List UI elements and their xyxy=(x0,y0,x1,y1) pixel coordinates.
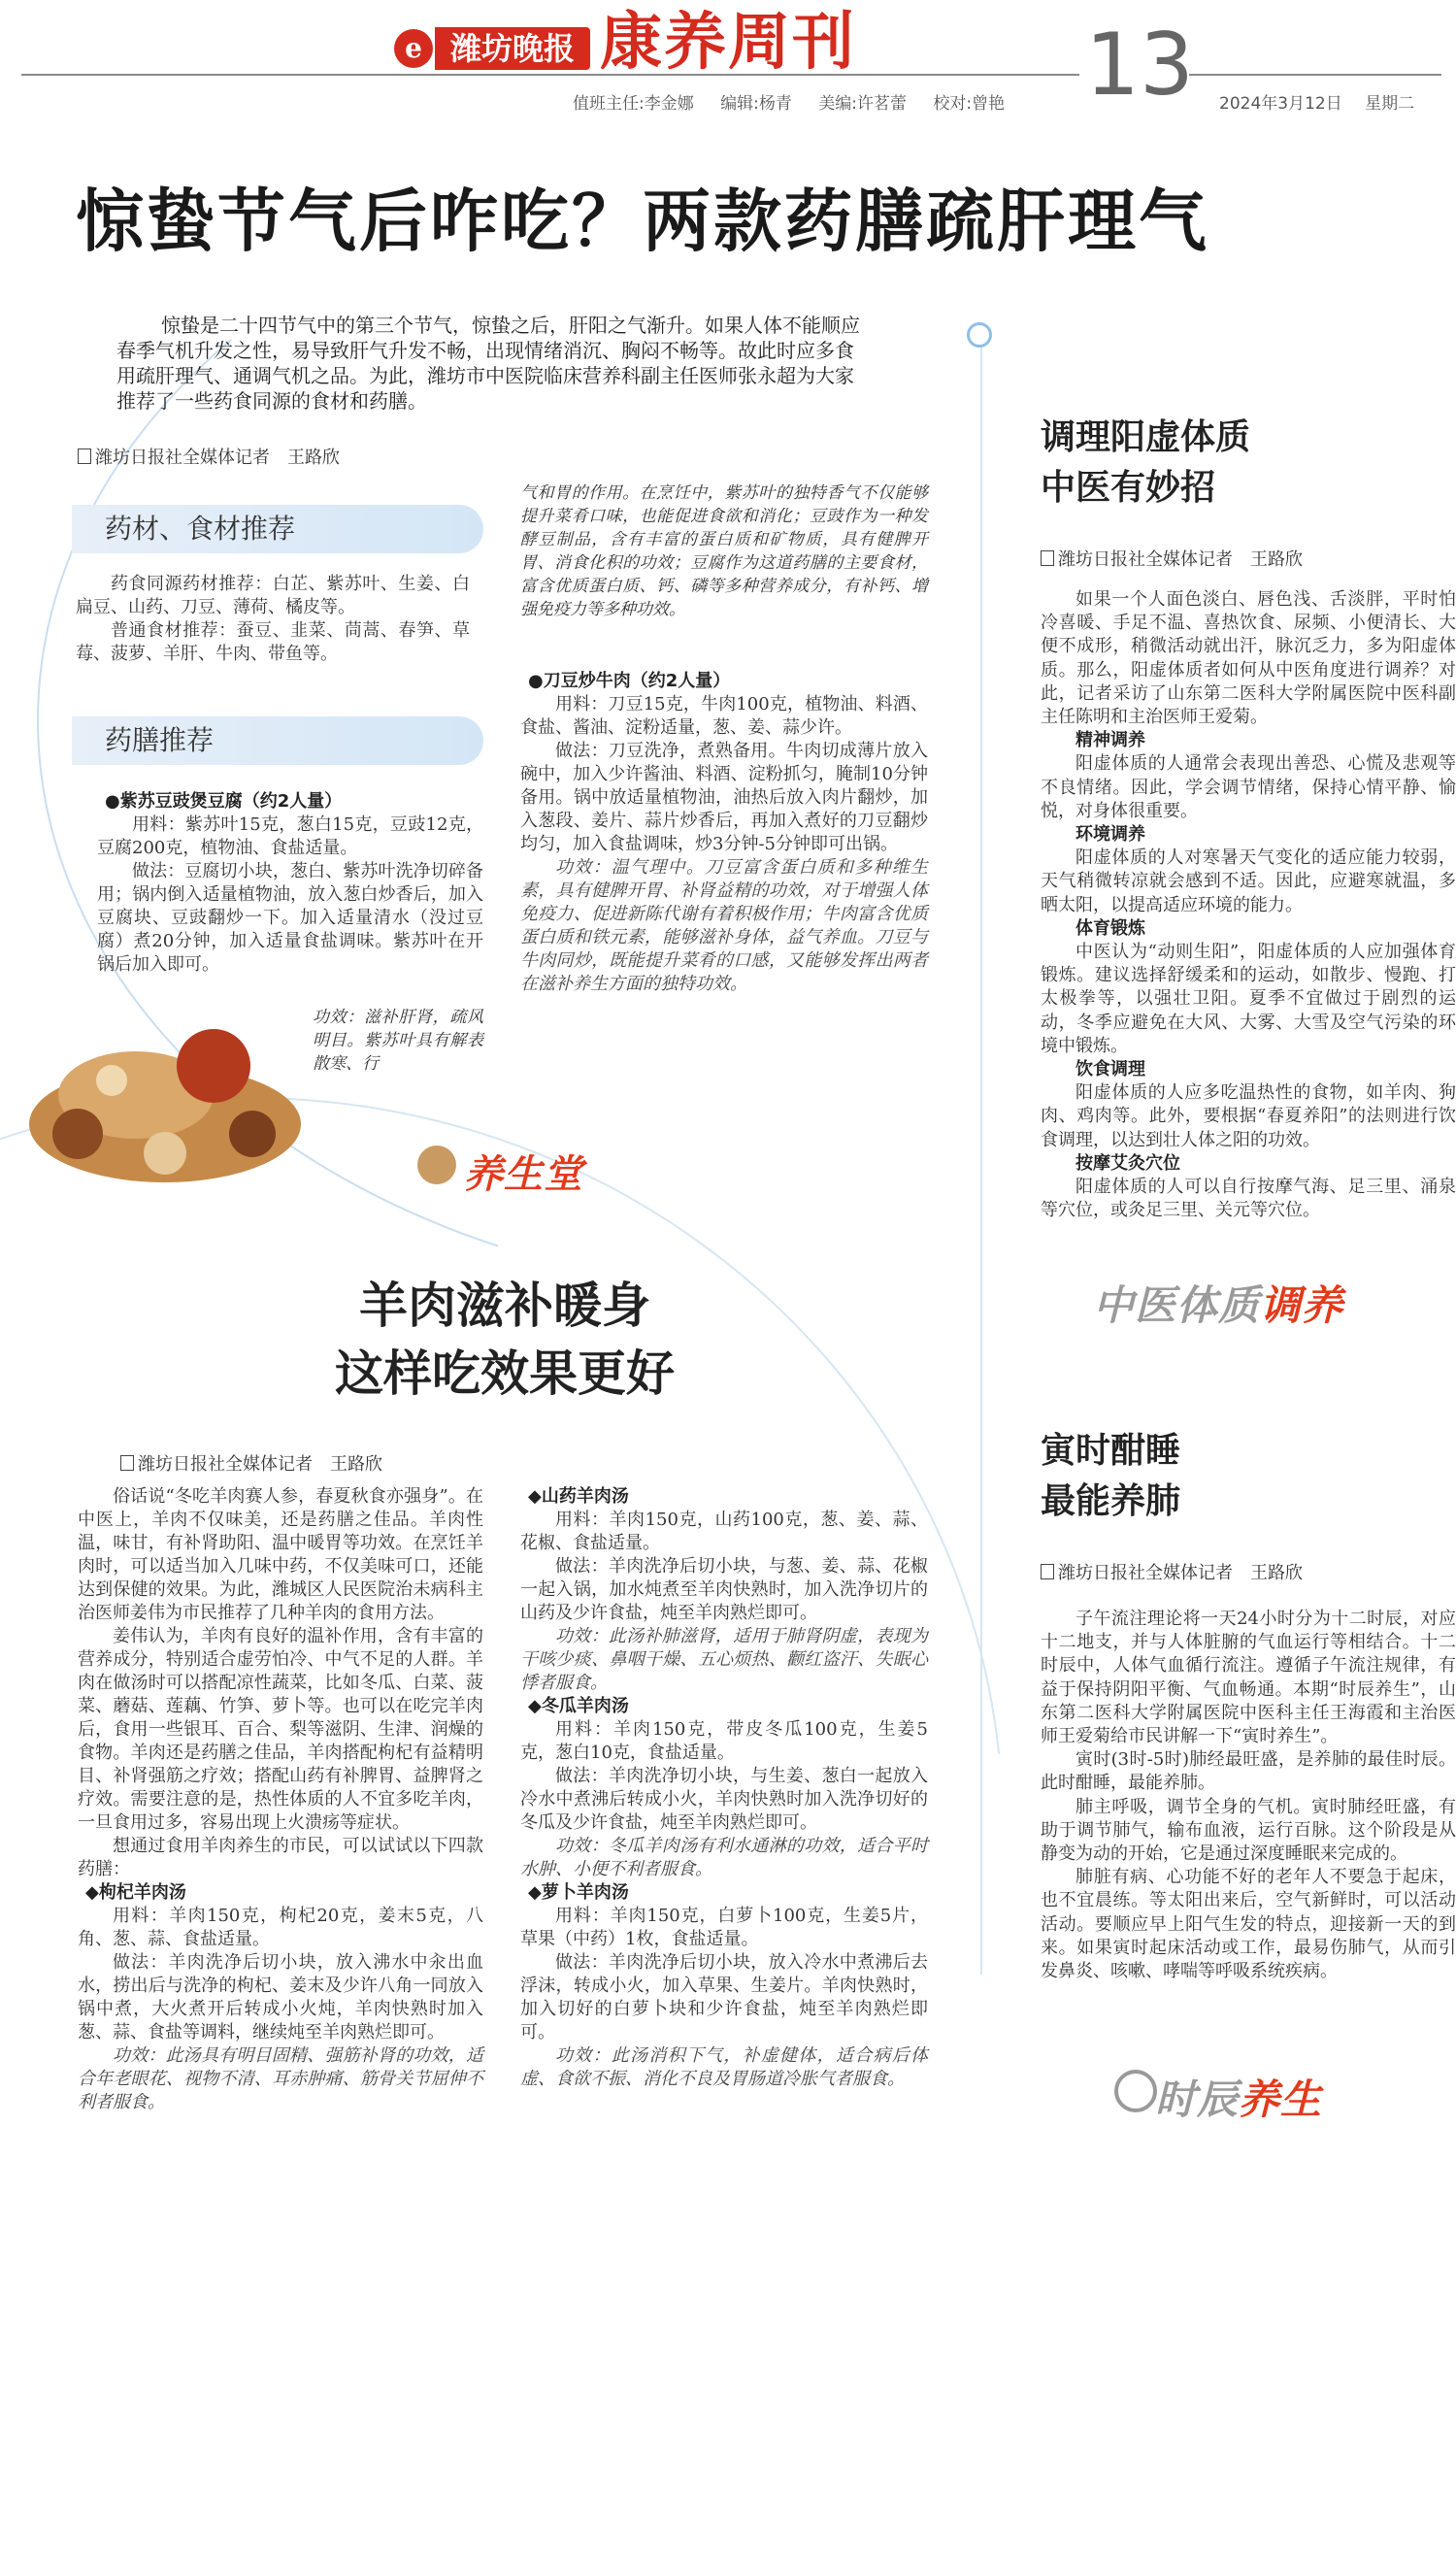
yang-text-4: 阳虚体质的人应多吃温热性的食物，如羊肉、狗肉、鸡肉等。此外，要根据“春夏养阳”的法则进行饮食调理，以达到壮人体之阳的功效。 xyxy=(1041,1082,1456,1150)
yangshengtang-banner: 养生堂 xyxy=(464,1152,583,1197)
tab-ingredients: 药材、食材推荐 xyxy=(72,505,483,553)
recipe-1-effect-b: 气和胃的作用。在烹饪中，紫苏叶的独特香气不仅能够提升菜肴口味，也能促进食欲和消化；豆豉作为一种发酵豆制品，含有丰富的蛋白质和矿物质，具有健脾开胃、消食化积的功效；豆腐作为这道药膳的主要食材，富含优质蛋白质、钙、磷等多种营养成分，有补钙、增强免疫力等多种功效。 xyxy=(520,483,928,619)
staff-designer: 美编:许茗蕾 xyxy=(818,94,908,114)
mutton-title-line-1: 羊肉滋补暖身 xyxy=(359,1277,650,1334)
mutton-para-2: 姜伟认为，羊肉有良好的温补作用，含有丰富的营养成分，特别适合虚劳怕冷、中气不足的人群。羊肉在做汤时可以搭配凉性蔬菜，比如冬瓜、白菜、菠菜、蘑菇、莲藕、竹笋、萝卜等。也可以在吃完羊肉后，食用一些银耳、百合、梨等滋阴、生津、润燥的食物。羊肉还是药膳之佳品，羊肉搭配枸杞有益精明目、补肾强筋之疗效；搭配山药有补脾胃、益脾肾之疗效。需要注意的是，热性体质的人不宜多吃羊肉，一旦食用过多，容易出现上火溃疡等症状。 xyxy=(78,1626,483,1833)
recipe-2-ingredients: 用料：刀豆15克，牛肉100克，植物油、料酒、食盐、酱油、淀粉适量，葱、姜、蒜少许。 xyxy=(520,694,928,738)
recipe-2-method: 做法：刀豆洗净，煮熟备用。牛肉切成薄片放入碗中，加入少许酱油、料酒、淀粉抓匀，腌制10分钟备用。锅中放适量植物油，油热后放入肉片翻炒，加入葱段、姜片、蒜片炒香后，再加入煮好的刀豆翻炒均匀，加入食盐调味，炒3分钟-5分钟即可出锅。 xyxy=(520,741,928,854)
soup-2-title: ◆山药羊肉汤 xyxy=(528,1486,629,1507)
recipe-1 xyxy=(97,790,483,977)
banner-time-red: 养生 xyxy=(1239,2075,1323,2123)
recipe-1-ingredients: 用料：紫苏叶15克，葱白15克，豆豉12克，豆腐200克，植物油、食盐适量。 xyxy=(97,814,483,858)
recipe-1-effect-a: 功效：滋补肝肾，疏风明目。紫苏叶具有解表散寒、行 xyxy=(313,1008,483,1074)
mutton-title xyxy=(252,1272,757,1408)
newspaper-logo-icon: e xyxy=(394,29,433,68)
issue-date: 2024年3月12日 xyxy=(1219,94,1342,114)
yang-para-1: 如果一个人面色淡白、唇色浅、舌淡胖，平时怕冷喜暖、手足不温、喜热饮食、尿频、小便清长、大便不成形，稍微活动就出汗，脉沉乏力，多为阳虚体质。那么，阳虚体质者如何从中医角度进行调养？对此，记者采访了山东第二医科大学附属医院中医科副主任陈明和主治医师王爱菊。 xyxy=(1041,589,1456,728)
mutton-col-1 xyxy=(78,1485,483,2114)
byline-name: 王路欣 xyxy=(287,448,340,468)
soup-1-ingredients: 用料：羊肉150克，枸杞20克，姜末5克，八角、葱、蒜、食盐适量。 xyxy=(78,1906,483,1949)
staff-duty-editor: 值班主任:李金娜 xyxy=(573,94,694,114)
lung-para-1: 子午流注理论将一天24小时分为十二时辰，对应十二地支，并与人体脏腑的气血运行等相结合。十二时辰中，人体气血循行流注。遵循子午流注规律，有益于保持阴阳平衡、气血畅通。本期“时辰养生”，山东第二医科大学附属医院中医科主任王海霞和主治医师王爱菊给市民讲解一下“寅时养生”。 xyxy=(1041,1609,1456,1747)
mutton-byline xyxy=(120,1450,382,1476)
issue-weekday: 星期二 xyxy=(1365,94,1415,114)
soup-3-effect: 功效：冬瓜羊肉汤有利水通淋的功效，适合平时水肿、小便不利者服食。 xyxy=(520,1836,928,1879)
byline-org: 潍坊日报社全媒体记者 xyxy=(1058,1563,1233,1583)
mutton-para-3: 想通过食用羊肉养生的市民，可以试试以下四款药膳： xyxy=(78,1836,483,1879)
lung-para-3: 肺主呼吸，调节全身的气机。寅时肺经旺盛，有助于调节肺气，输布血液，运行百脉。这个阶段是从静变为动的开始，它是通过深度睡眠来完成的。 xyxy=(1041,1796,1456,1865)
byline-name: 王路欣 xyxy=(1250,549,1303,570)
byline-org: 潍坊日报社全媒体记者 xyxy=(1058,549,1233,570)
yang-heading-5: 按摩艾灸穴位 xyxy=(1075,1152,1180,1174)
soup-1-method: 做法：羊肉洗净后切小块，放入沸水中汆出血水，捞出后与洗净的枸杞、姜末及少许八角一同放入锅中煮，大火煮开后转成小火炖，羊肉快熟时加入葱、蒜、食盐等调料，继续炖至羊肉熟烂即可。 xyxy=(78,1952,483,2042)
dateline xyxy=(1219,89,1432,114)
clock-icon xyxy=(1114,2070,1157,2112)
yang-heading-4: 饮食调理 xyxy=(1075,1059,1145,1080)
lung-para-2: 寅时(3时-5时)肺经最旺盛，是养肺的最佳时辰。此时酣睡，最能养肺。 xyxy=(1041,1749,1456,1794)
main-headline: 惊蛰节气后咋吃？两款药膳疏肝理气 xyxy=(76,181,1209,261)
recipe-2-title: ●刀豆炒牛肉（约2人量） xyxy=(528,671,731,691)
herbal-food-photo xyxy=(19,988,311,1192)
recipe-1-method: 做法：豆腐切小块，葱白、紫苏叶洗净切碎备用；锅内倒入适量植物油，放入葱白炒香后，加入豆腐块、豆豉翻炒一下。加入适量清水（没过豆腐）煮20分钟，加入适量食盐调味。紫苏叶在开锅后加入即可。 xyxy=(97,861,483,975)
mutton-title-line-2: 这样吃效果更好 xyxy=(335,1345,675,1402)
herb-bowl-icon xyxy=(417,1146,456,1184)
soup-4-method: 做法：羊肉洗净后切小块，放入冷水中煮沸后去浮沫，转成小火，加入草果、生姜片。羊肉快熟时，加入切好的白萝卜块和少许食盐，炖至羊肉熟烂即可。 xyxy=(520,1952,928,2042)
tcm-constitution-banner xyxy=(1093,1274,1343,1332)
soup-2-effect: 功效：此汤补肺滋肾，适用于肺肾阴虚，表现为干咳少痰、鼻咽干燥、五心烦热、颧红盗汗、失眠心悸者服食。 xyxy=(520,1626,928,1693)
main-byline xyxy=(78,444,340,469)
recipe-2-effect: 功效：温气理中。刀豆富含蛋白质和多种维生素，具有健脾开胃、补肾益精的功效，对于增强人体免疫力、促进新陈代谢有着积极作用；牛肉富含优质蛋白质和铁元素，能够滋补身体，益气养血。刀豆与牛肉同炒，既能提升菜肴的口感，又能够发挥出两者在滋补养生方面的独特功效。 xyxy=(520,857,928,994)
soup-4-ingredients: 用料：羊肉150克，白萝卜100克，生姜5片，草果（中药）1枚，食盐适量。 xyxy=(520,1906,928,1949)
soup-3-title: ◆冬瓜羊肉汤 xyxy=(528,1696,629,1716)
recipe-2 xyxy=(520,670,928,996)
byline-org: 潍坊日报社全媒体记者 xyxy=(138,1454,313,1475)
mutton-para-1: 俗话说“冬吃羊肉赛人参，春夏秋食亦强身”。在中医上，羊肉不仅味美，还是药膳之佳品。羊肉性温，味甘，有补肾助阳、温中暖胃等功效。在烹饪羊肉时，可以适当加入几味中药，不仅美味可口，还能达到保健的效果。为此，潍城区人民医院治未病科主治医师姜伟为市民推荐了几种羊肉的食用方法。 xyxy=(78,1486,483,1623)
lung-byline xyxy=(1041,1559,1303,1584)
staff-proofreader: 校对:曾艳 xyxy=(933,94,1006,114)
masthead-rule xyxy=(21,74,1079,76)
soup-3-ingredients: 用料：羊肉150克，带皮冬瓜100克，生姜5克，葱白10克，食盐适量。 xyxy=(520,1719,928,1763)
soup-4-effect: 功效：此汤消积下气，补虚健体，适合病后体虚、食欲不振、消化不良及胃肠道冷胀气者服食。 xyxy=(520,2045,928,2089)
time-health-banner xyxy=(1155,2068,1322,2126)
yang-text-1: 阳虚体质的人通常会表现出善恐、心慌及悲观等不良情绪。因此，学会调节情绪，保持心情平静、愉悦，对身体很重要。 xyxy=(1041,753,1456,821)
byline-box-icon xyxy=(78,448,91,464)
recipe-1-title: ●紫苏豆豉煲豆腐（约2人量） xyxy=(105,791,343,812)
ingredients-text xyxy=(76,573,470,666)
ingredients-medicinal: 药食同源药材推荐：白芷、紫苏叶、生姜、白扁豆、山药、刀豆、薄荷、橘皮等。 xyxy=(76,574,470,617)
yang-title xyxy=(1041,412,1250,513)
byline-name: 王路欣 xyxy=(1250,1563,1303,1583)
newspaper-name: 潍坊晚报 xyxy=(435,27,590,70)
soup-3-method: 做法：羊肉洗净切小块，与生姜、葱白一起放入冷水中煮沸后转成小火，羊肉快熟时加入洗净切好的冬瓜及少许食盐，炖至羊肉熟烂即可。 xyxy=(520,1766,928,1833)
yang-title-line-1: 调理阳虚体质 xyxy=(1041,416,1251,457)
soup-2-ingredients: 用料：羊肉150克，山药100克，葱、姜、蒜、花椒、食盐适量。 xyxy=(520,1510,928,1553)
yang-text-2: 阳虚体质的人对寒暑天气变化的适应能力较弱，天气稍微转凉就会感到不适。因此，应避寒就温，多晒太阳，以提高适应环境的能力。 xyxy=(1041,847,1456,915)
lung-title-line-2: 最能养肺 xyxy=(1041,1480,1181,1521)
decorative-ring-icon xyxy=(967,322,992,348)
soup-4-title: ◆萝卜羊肉汤 xyxy=(528,1882,629,1903)
lung-title xyxy=(1041,1425,1180,1526)
column-divider xyxy=(980,324,982,1975)
masthead-rule-right xyxy=(1189,74,1441,76)
section-name: 康养周刊 xyxy=(600,6,856,79)
yang-text-5: 阳虚体质的人可以自行按摩气海、足三里、涌泉等穴位，或灸足三里、关元等穴位。 xyxy=(1041,1177,1456,1221)
soup-1-title: ◆枸杞羊肉汤 xyxy=(85,1882,186,1903)
byline-box-icon xyxy=(120,1455,134,1471)
banner-tcm-red: 调养 xyxy=(1260,1281,1344,1329)
yang-heading-2: 环境调养 xyxy=(1075,824,1145,846)
yang-heading-1: 精神调养 xyxy=(1075,730,1145,751)
yang-title-line-2: 中医有妙招 xyxy=(1041,467,1216,508)
page-number: 13 xyxy=(1085,15,1194,115)
byline-name: 王路欣 xyxy=(330,1454,382,1475)
mutton-col-2 xyxy=(520,1485,928,2091)
byline-org: 潍坊日报社全媒体记者 xyxy=(95,448,270,468)
yang-heading-3: 体育锻炼 xyxy=(1075,917,1145,939)
tab-recipes: 药膳推荐 xyxy=(72,716,483,765)
lung-body xyxy=(1041,1608,1456,1983)
lung-title-line-1: 寅时酣睡 xyxy=(1041,1430,1181,1471)
staff-credits xyxy=(573,89,1026,114)
yang-byline xyxy=(1041,546,1303,571)
byline-box-icon xyxy=(1041,1564,1054,1579)
byline-box-icon xyxy=(1041,550,1054,566)
staff-editor: 编辑:杨青 xyxy=(720,94,792,114)
main-intro: 惊蛰是二十四节气中的第三个节气，惊蛰之后，肝阳之气渐升。如果人体不能顺应春季气机升发之性，易导致肝气升发不畅，出现情绪消沉、胸闷不畅等。故此时应多食用疏肝理气、通调气机之品。为此，潍坊市中医院临床营养科副主任医师张永超为大家推荐了一些药食同源的食材和药膳。 xyxy=(116,314,860,413)
soup-1-effect: 功效：此汤具有明目固精、强筋补肾的功效，适合年老眼花、视物不清、耳赤肿痛、筋骨关节屈伸不利者服食。 xyxy=(78,2045,483,2112)
yang-body xyxy=(1041,588,1456,1222)
ingredients-common: 普通食材推荐：蚕豆、韭菜、茼蒿、春笋、草莓、菠萝、羊肝、牛肉、带鱼等。 xyxy=(76,620,470,664)
soup-2-method: 做法：羊肉洗净后切小块，与葱、姜、蒜、花椒一起入锅，加水炖煮至羊肉快熟时，加入洗净切片的山药及少许食盐，炖至羊肉熟烂即可。 xyxy=(520,1556,928,1623)
yang-text-3: 中医认为“动则生阳”，阳虚体质的人应加强体育锻炼。建议选择舒缓柔和的运动，如散步、慢跑、打太极拳等，以强壮卫阳。夏季不宜做过于剧烈的运动，冬季应避免在大风、大雾、大雪及空气污染的环境中锻炼。 xyxy=(1041,942,1456,1056)
banner-tcm-grey: 中医体质 xyxy=(1093,1281,1261,1329)
lung-para-4: 肺脏有病、心功能不好的老年人不要急于起床，也不宜晨练。等太阳出来后，空气新鲜时，可以活动活动。要顺应早上阳气生发的特点，迎接新一天的到来。如果寅时起床活动或工作，最易伤肺气，从而引发鼻炎、咳嗽、哮喘等呼吸系统疾病。 xyxy=(1041,1867,1456,1982)
banner-time-grey: 时辰 xyxy=(1155,2075,1240,2123)
